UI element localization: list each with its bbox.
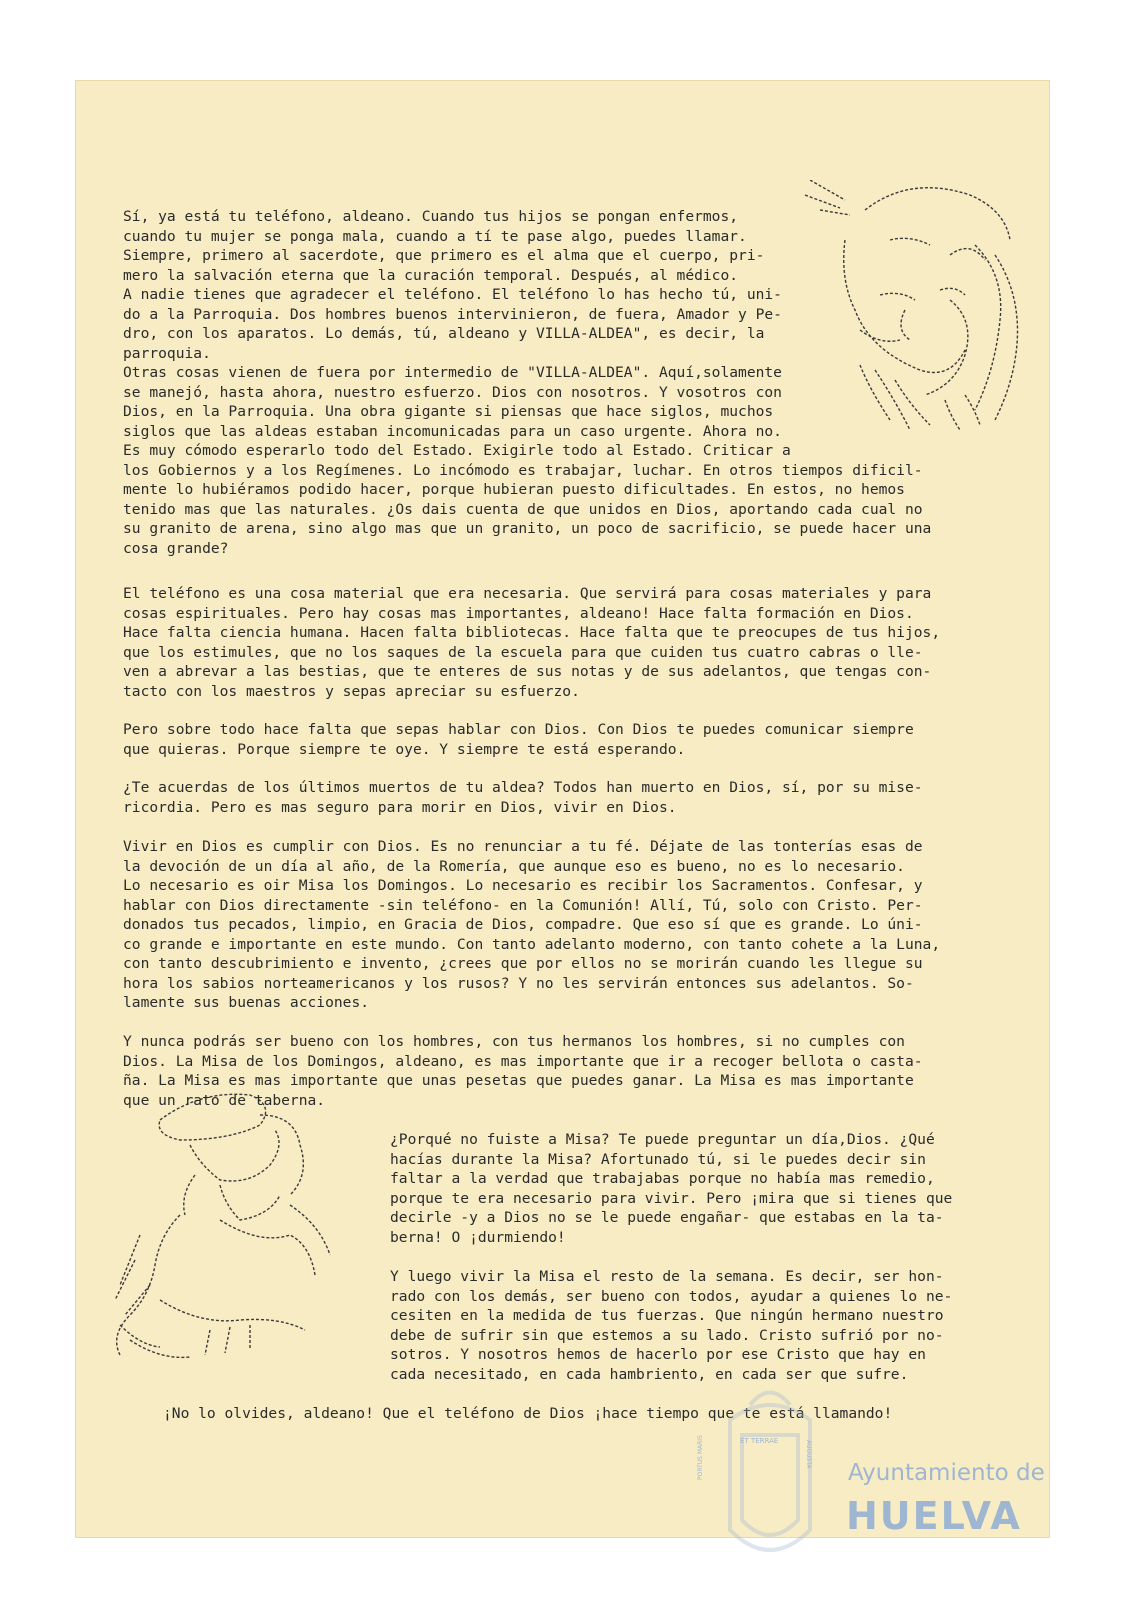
text-line: A nadie tienes que agradecer el teléfono. El teléfono lo has hecho tú, uni- — [123, 286, 782, 303]
text-line: mero la salvación eterna que la curación temporal. Después, al médico. — [123, 266, 739, 284]
watermark-line1: Ayuntamiento de — [848, 1460, 1045, 1486]
paragraph-vivir-la-misa — [390, 1267, 952, 1384]
text-line: con tanto descubrimiento e invento, ¿crees que por ellos no se morirán cuando les llegue su — [123, 955, 923, 972]
text-line: Siempre, primero al sacerdote, que primero es el alma que el cuerpo, pri- — [123, 247, 765, 264]
paragraph-ultimos-muertos — [123, 778, 923, 817]
shield-ribbon-text: ET TERRAE — [740, 1437, 779, 1445]
text-line: ven a abrevar a las bestias, que te enteres de sus notas y de sus adelantos, que tengas con- — [123, 663, 932, 680]
figure-hat-illustration — [100, 1085, 400, 1375]
text-line: ña. La Misa es mas importante que unas pesetas que puedes ganar. La Misa es mas importante — [123, 1072, 914, 1089]
text-line: sotros. Y nosotros hemos de hacerlo por ese Cristo que hay en — [390, 1346, 926, 1363]
text-line: ¿Te acuerdas de los últimos muertos de tu aldea? Todos han muerto en Dios, sí, por su mise- — [123, 779, 923, 796]
text-line: cosas espirituales. Pero hay cosas mas importantes, aldeano! Hace falta formación en Dios. — [123, 604, 914, 622]
text-line: porque te era necesario para vivir. Pero ¡mira que si tienes que — [390, 1189, 953, 1207]
text-line: los Gobiernos y a los Regímenes. Lo incómodo es trabajar, luchar. En otros tiempos dificil- — [123, 461, 923, 479]
text-line: cosa grande? — [123, 539, 229, 557]
text-line: Pero sobre todo hace falta que sepas hablar con Dios. Con Dios te puedes comunicar siempre — [123, 721, 914, 738]
text-line: berna! O ¡durmiendo! — [390, 1228, 566, 1246]
text-line: tenido mas que las naturales. ¿Os dais cuenta de que unidos en Dios, aportando cada cual no — [123, 500, 923, 518]
watermark-line2: HUELVA — [846, 1494, 1022, 1538]
text-line: do a la Parroquia. Dos hombres buenos intervinieron, de fuera, Amador y Pe- — [123, 305, 782, 323]
text-line: debe de sufrir sin que estemos a su lado. Cristo sufrió por no- — [390, 1326, 944, 1344]
text-line: que quieras. Porque siempre te oye. Y siempre te está esperando. — [123, 740, 686, 758]
text-line: cada necesitado, en cada hambriento, en cada ser que sufre. — [390, 1365, 909, 1383]
text-line: donados tus pecados, limpio, en Gracia de Dios, compadre. Que eso sí que es grande. Lo úni- — [123, 916, 923, 933]
text-line: Hace falta ciencia humana. Hacen falta bibliotecas. Hace falta que te preocupes de tus hijos, — [123, 624, 941, 641]
text-line: hacías durante la Misa? Afortunado tú, si le puedes decir sin — [390, 1150, 926, 1168]
paragraph-porque-no-fuiste — [390, 1130, 952, 1247]
text-line: hablar con Dios directamente -sin teléfono- en la Comunión! Allí, Tú, solo con Cristo. Per- — [123, 896, 923, 914]
text-line: co grande e importante en este mundo. Con tanto adelanto moderno, con tanto cohete a la Luna, — [123, 935, 941, 953]
text-line: lamente sus buenas acciones. — [123, 994, 370, 1011]
text-line: su granito de arena, sino algo mas que un granito, un poco de sacrificio, se puede hacer una — [123, 520, 932, 537]
text-line: Vivir en Dios es cumplir con Dios. Es no renunciar a tu fé. Déjate de las tonterías esas de — [123, 838, 923, 855]
paragraph-cosas-materiales — [123, 584, 940, 701]
text-line: rado con los demás, ser bueno con todos, ayudar a quienes lo ne- — [390, 1287, 953, 1305]
paragraph-misa-domingos — [123, 1032, 923, 1110]
text-line: Sí, ya está tu teléfono, aldeano. Cuando tus hijos se pongan enfermos, — [123, 208, 739, 225]
paragraph-vivir-en-dios — [123, 837, 940, 1013]
text-line: El teléfono es una cosa material que era necesaria. Que servirá para cosas materiales y para — [123, 585, 932, 602]
text-line: faltar a la verdad que trabajabas porque no había mas remedio, — [390, 1170, 935, 1187]
text-line: parroquia. — [123, 344, 211, 362]
text-line: cesiten en la medida de tus fuerzas. Que ningún hermano nuestro — [390, 1307, 944, 1324]
text-line: Y nunca podrás ser bueno con los hombres, con tus hermanos los hombres, si no cumples con — [123, 1033, 905, 1050]
text-line: dro, con los aparatos. Lo demás, tú, aldeano y VILLA-ALDEA", es decir, la — [123, 325, 765, 342]
text-line: tacto con los maestros y sepas apreciar su esfuerzo. — [123, 682, 580, 700]
text-line: Dios. La Misa de los Domingos, aldeano, es mas importante que ir a recoger bellota o casta- — [123, 1052, 923, 1070]
text-line: cuando tu mujer se ponga mala, cuando a tí te pase algo, puedes llamar. — [123, 227, 747, 245]
text-line: Dios, en la Parroquia. Una obra gigante si piensas que hace siglos, muchos — [123, 403, 774, 420]
text-line: que un rato de taberna. — [123, 1091, 326, 1109]
closing-line: ¡No lo olvides, aldeano! Que el teléfono de Dios ¡hace tiempo que te está llamando! — [163, 1405, 893, 1422]
text-line: siglos que las aldeas estaban incomunicadas para un caso urgente. Ahora no. — [123, 422, 782, 440]
text-line: ricordia. Pero es mas seguro para morir en Dios, vivir en Dios. — [123, 798, 677, 816]
text-line: se manejó, hasta ahora, nuestro esfuerzo. Dios con nosotros. Y vosotros con — [123, 383, 782, 401]
text-line: mente lo hubiéramos podido hacer, porque hubieran puesto dificultades. En estos, no hemos — [123, 481, 905, 498]
text-line: Otras cosas vienen de fuera por intermedio de "VILLA-ALDEA". Aquí,solamente — [123, 364, 782, 381]
paragraph-hablar-con-dios — [123, 720, 914, 759]
text-line: que los estimules, que no los saques de la escuela para que cuiden tus cuatro cabras o lle- — [123, 643, 923, 661]
shield-right-text: AUGUSTA — [805, 1440, 812, 1469]
text-line: hora los sabios norteamericanos y los rusos? Y no les servirán entonces sus adelantos. So- — [123, 974, 914, 992]
text-line: decirle -y a Dios no se le puede engañar- que estabas en la ta- — [390, 1209, 944, 1226]
paragraph-telefono — [123, 207, 931, 558]
text-line: Y luego vivir la Misa el resto de la semana. Es decir, ser hon- — [390, 1268, 944, 1285]
shield-left-text: PORTUS MARIS — [697, 1435, 704, 1480]
text-line: la devoción de un día al año, de la Romería, que aunque eso es bueno, no es lo necesario. — [123, 857, 905, 875]
text-line: Es muy cómodo esperarlo todo del Estado. Exigirle todo al Estado. Criticar a — [123, 442, 791, 459]
text-line: ¿Porqué no fuiste a Misa? Te puede preguntar un día,Dios. ¿Qué — [390, 1131, 935, 1148]
text-line: Lo necesario es oir Misa los Domingos. Lo necesario es recibir los Sacramentos. Confesar, y — [123, 877, 923, 894]
